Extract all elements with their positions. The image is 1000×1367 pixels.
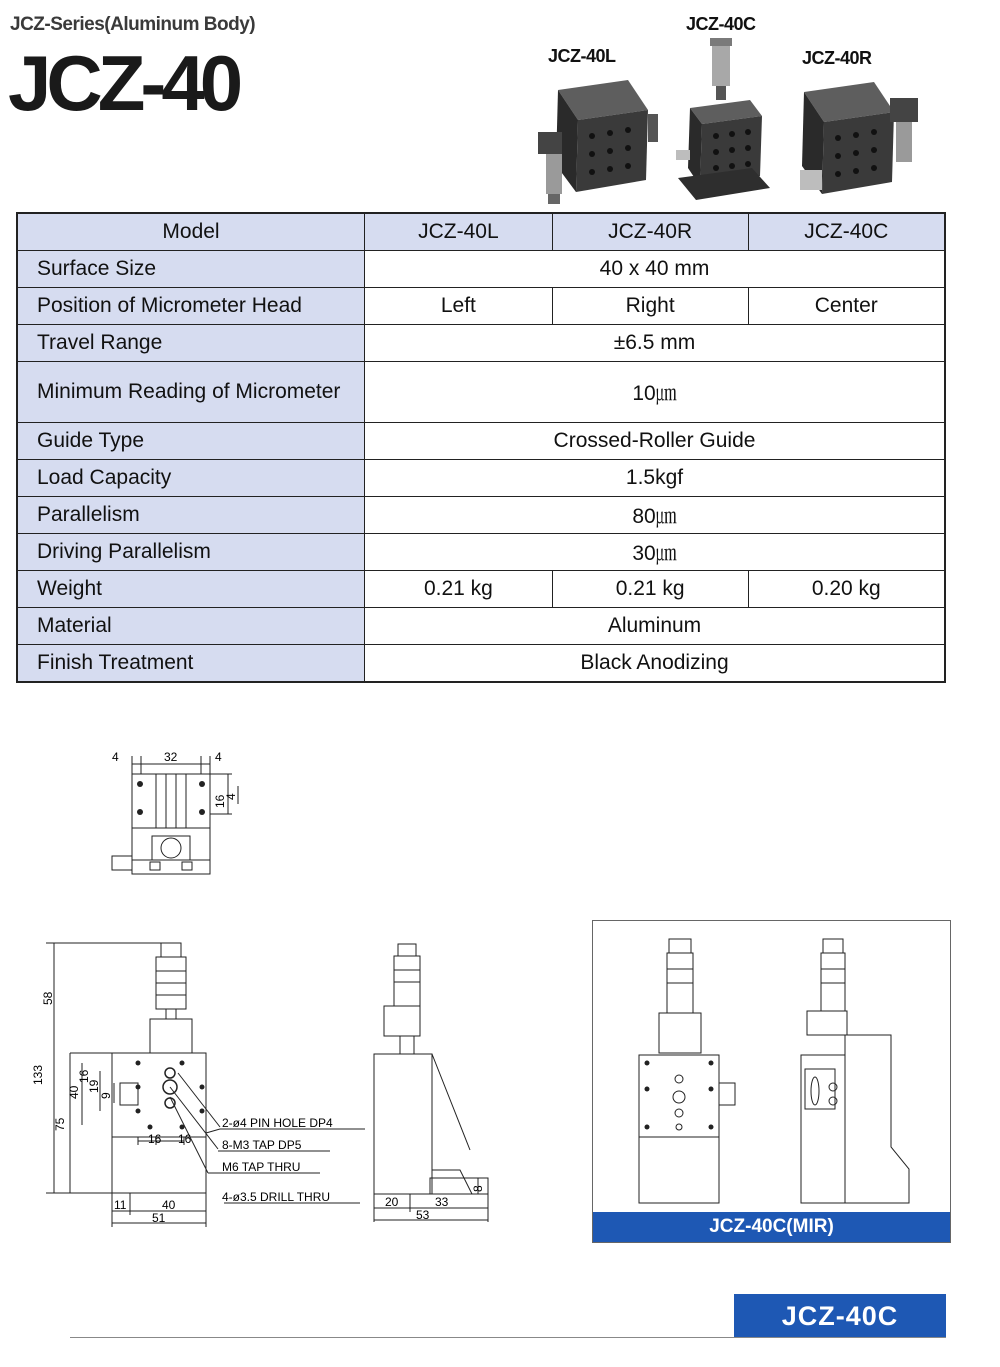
- dim-label: 9: [99, 1092, 113, 1099]
- dim-label: 32: [164, 750, 178, 764]
- spec-table: [16, 212, 946, 683]
- row-label: Material: [17, 608, 365, 645]
- row-label: Position of Micrometer Head: [17, 288, 365, 325]
- model-badge: JCZ-40C: [734, 1294, 946, 1338]
- table-row: [17, 362, 945, 423]
- dim-label: 16: [178, 1132, 192, 1146]
- row-value: 0.21 kg: [365, 571, 553, 608]
- product-photo-40l: [530, 70, 670, 205]
- photo-label-40c: JCZ-40C: [686, 14, 756, 34]
- dim-label: 20: [385, 1195, 399, 1209]
- row-label: Parallelism: [17, 497, 365, 534]
- row-value: 1.5kgf: [365, 460, 946, 497]
- row-label: Guide Type: [17, 423, 365, 460]
- dim-label: 33: [435, 1195, 449, 1209]
- dim-label: 16: [77, 1069, 91, 1083]
- dim-label: 8: [471, 1185, 485, 1192]
- dim-label: 4: [112, 750, 119, 764]
- row-label: Finish Treatment: [17, 645, 365, 683]
- callout-label: 2-ø4 PIN HOLE DP4: [222, 1116, 333, 1130]
- row-label: Weight: [17, 571, 365, 608]
- table-row: [17, 460, 945, 497]
- callout-label: 8-M3 TAP DP5: [222, 1138, 302, 1152]
- callout-label: M6 TAP THRU: [222, 1160, 301, 1174]
- mirror-variant-drawing: [593, 921, 950, 1211]
- callout-label: 4-ø3.5 DRILL THRU: [222, 1190, 331, 1204]
- row-value: 0.21 kg: [552, 571, 748, 608]
- dim-label: 40: [162, 1198, 176, 1212]
- header-model: JCZ-40C: [748, 213, 945, 251]
- product-photo-40r: [790, 70, 930, 205]
- product-photo-40c: [672, 38, 772, 203]
- row-value: Left: [365, 288, 553, 325]
- mirror-variant-panel: [592, 920, 951, 1243]
- dim-label: 4: [224, 793, 238, 800]
- row-value: 30㎛: [365, 534, 946, 571]
- dim-label: 51: [152, 1211, 166, 1225]
- row-label: Driving Parallelism: [17, 534, 365, 571]
- side-view-drawing: [360, 940, 495, 1230]
- row-value: 10㎛: [365, 362, 946, 423]
- row-value: Right: [552, 288, 748, 325]
- photo-label-40r: JCZ-40R: [802, 48, 872, 68]
- dim-label: 16: [213, 794, 227, 808]
- dim-label: 19: [87, 1079, 101, 1093]
- row-label: Travel Range: [17, 325, 365, 362]
- table-row: [17, 497, 945, 534]
- dim-label: 58: [41, 991, 55, 1005]
- table-row: [17, 288, 945, 325]
- dim-label: 75: [53, 1117, 67, 1131]
- photo-label-40l: JCZ-40L: [548, 46, 616, 66]
- front-view-drawing: [30, 935, 375, 1235]
- dim-label: 40: [67, 1085, 81, 1099]
- header-model: JCZ-40L: [365, 213, 553, 251]
- dim-label: 4: [215, 750, 222, 764]
- dim-label: 133: [31, 1064, 45, 1085]
- table-row: [17, 325, 945, 362]
- table-row: [17, 423, 945, 460]
- row-label: Surface Size: [17, 251, 365, 288]
- top-view-drawing: [100, 748, 250, 883]
- series-title: JCZ-Series(Aluminum Body): [10, 14, 256, 35]
- row-value: ±6.5 mm: [365, 325, 946, 362]
- table-row: [17, 534, 945, 571]
- row-value: Black Anodizing: [365, 645, 946, 683]
- table-row: [17, 571, 945, 608]
- row-value: 40 x 40 mm: [365, 251, 946, 288]
- mirror-variant-caption: JCZ-40C(MIR): [593, 1212, 950, 1242]
- header-model: JCZ-40R: [552, 213, 748, 251]
- dim-label: 53: [416, 1208, 430, 1222]
- row-value: Crossed-Roller Guide: [365, 423, 946, 460]
- table-header-row: [17, 213, 945, 251]
- table-row: [17, 608, 945, 645]
- row-value: Center: [748, 288, 945, 325]
- row-value: 80㎛: [365, 497, 946, 534]
- row-value: Aluminum: [365, 608, 946, 645]
- row-value: 0.20 kg: [748, 571, 945, 608]
- dim-label: 11: [114, 1198, 127, 1212]
- row-label: Minimum Reading of Micrometer: [17, 362, 365, 423]
- dim-label: 16: [148, 1132, 162, 1146]
- table-row: [17, 251, 945, 288]
- divider: [70, 1337, 946, 1338]
- header-model-label: Model: [17, 213, 365, 251]
- model-title: JCZ-40: [8, 39, 239, 127]
- row-label: Load Capacity: [17, 460, 365, 497]
- table-row: [17, 645, 945, 683]
